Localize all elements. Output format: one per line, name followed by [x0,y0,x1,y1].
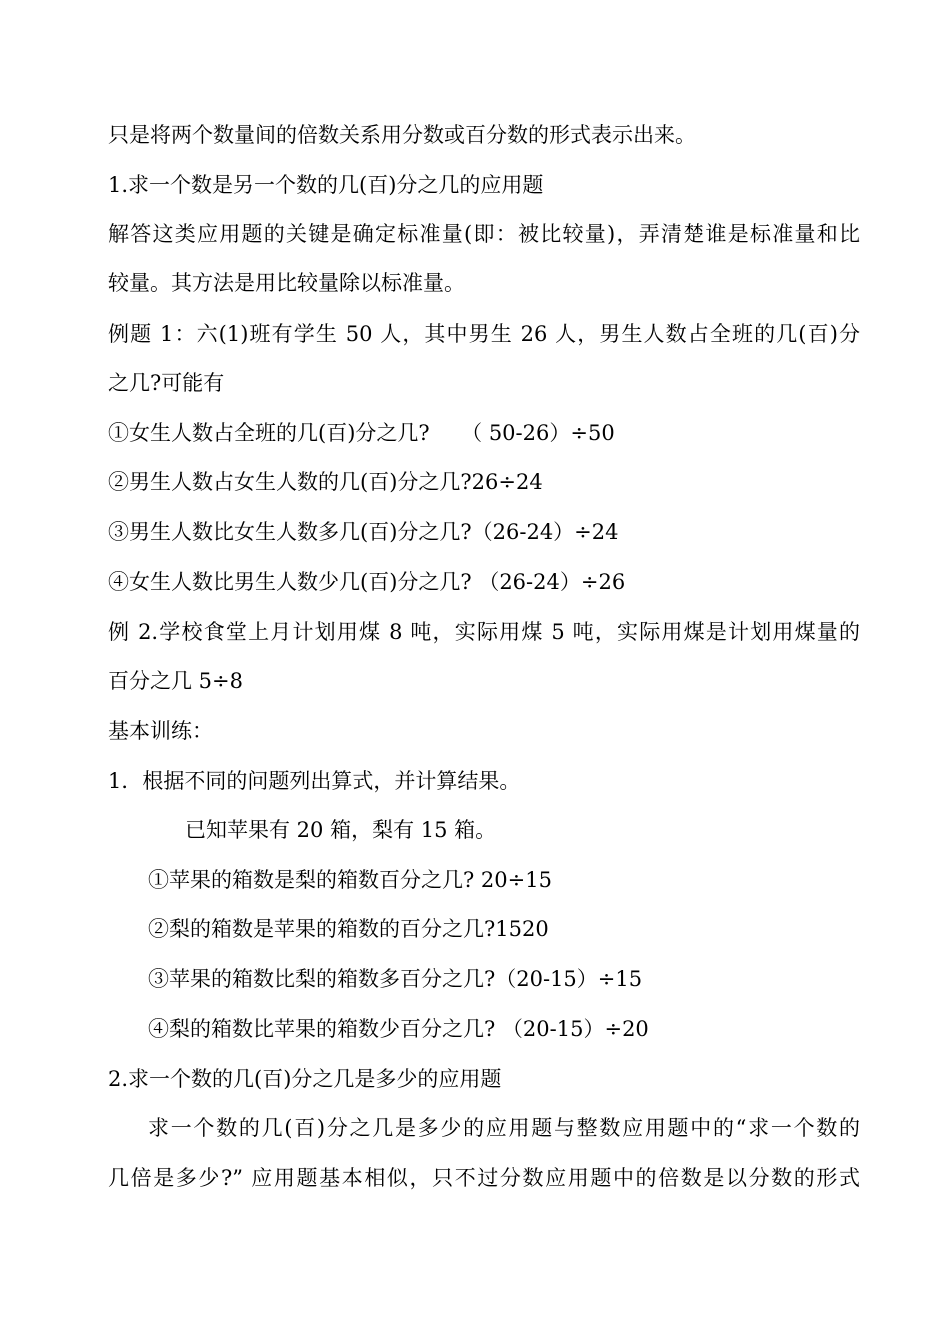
section-heading: 1.求一个数是另一个数的几(百)分之几的应用题 [108,173,544,197]
list-item: ②梨的箱数是苹果的箱数的百分之几?1520 [148,917,549,941]
text-line: 1．根据不同的问题列出算式，并计算结果。 [108,769,521,793]
example-line: 例题 1：六(1)班有学生 50 人，其中男生 26 人，男生人数占全班的几(百)分 [108,322,860,346]
list-item: ①苹果的箱数是梨的箱数百分之几? 20÷15 [148,868,552,892]
section-heading: 基本训练： [108,719,213,743]
text-line: 已知苹果有 20 箱，梨有 15 箱。 [185,818,497,842]
text-line: 较量。其方法是用比较量除以标准量。 [108,271,465,295]
text-line: 求一个数的几(百)分之几是多少的应用题与整数应用题中的“求一个数的 [148,1116,860,1140]
example-line: 例 2.学校食堂上月计划用煤 8 吨，实际用煤 5 吨，实际用煤是计划用煤量的 [108,620,860,644]
section-heading: 2.求一个数的几(百)分之几是多少的应用题 [108,1067,502,1091]
text-line: 之几?可能有 [108,371,225,395]
list-item: ④女生人数比男生人数少几(百)分之几? （26-24）÷26 [108,570,626,594]
list-item: ③苹果的箱数比梨的箱数多百分之几?（20-15）÷15 [148,967,643,991]
text-line: 百分之几 5÷8 [108,669,243,693]
list-item: ②男生人数占女生人数的几(百)分之几?26÷24 [108,470,543,494]
list-item: ③男生人数比女生人数多几(百)分之几?（26-24）÷24 [108,520,619,544]
text-line: 几倍是多少?” 应用题基本相似，只不过分数应用题中的倍数是以分数的形式 [108,1166,860,1190]
list-item: ①女生人数占全班的几(百)分之几? （ 50-26）÷50 [108,421,615,445]
text-line: 只是将两个数量间的倍数关系用分数或百分数的形式表示出来。 [108,123,696,147]
text-line: 解答这类应用题的关键是确定标准量(即：被比较量)，弄清楚谁是标准量和比 [108,222,860,246]
list-item: ④梨的箱数比苹果的箱数少百分之几? （20-15）÷20 [148,1017,649,1041]
